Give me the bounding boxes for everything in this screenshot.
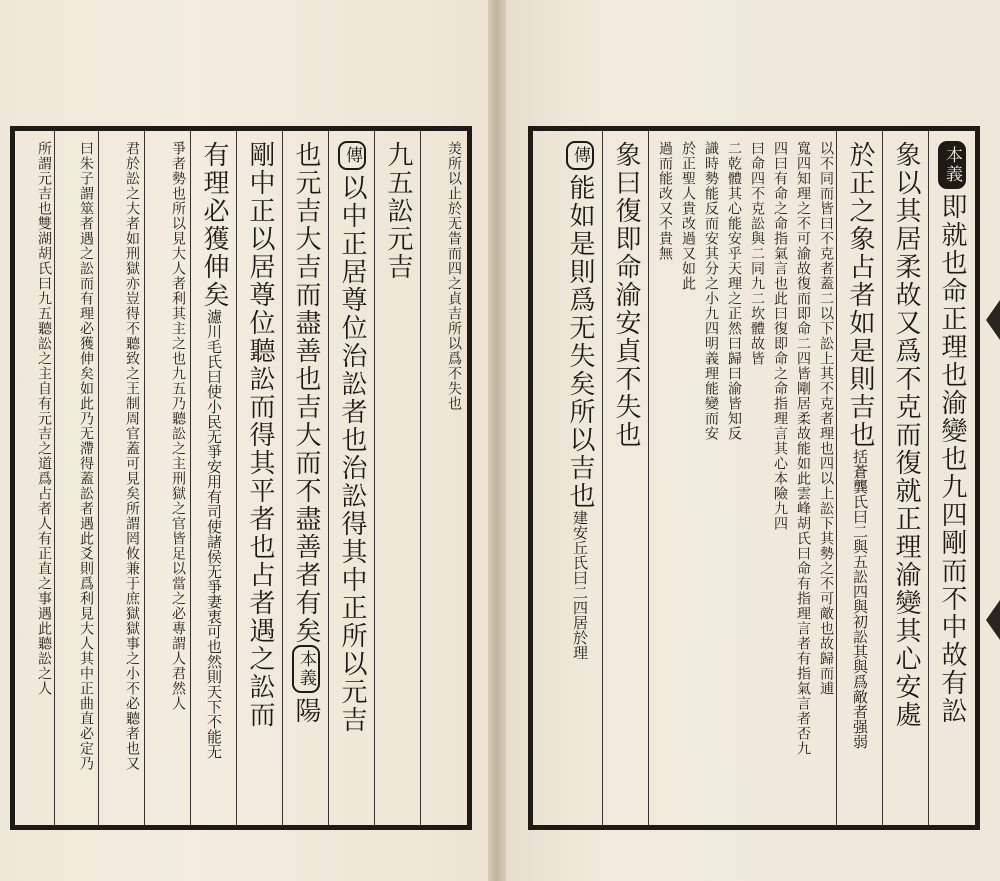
column-rule <box>602 131 603 825</box>
main-text-column <box>605 131 645 825</box>
column-rule <box>328 131 329 825</box>
column-rule <box>374 131 375 825</box>
column-text: 有理必獲伸矣 <box>199 141 229 309</box>
column-text: 二乾體其心能安乎天理之正然曰歸曰渝皆知反 <box>726 141 742 441</box>
commentary-column <box>147 131 187 825</box>
column-rule <box>420 131 421 825</box>
column-rule <box>928 131 929 825</box>
column-rule <box>144 131 145 825</box>
main-text-column <box>885 131 925 825</box>
column-text: 也元吉大吉而盡善也吉大而不盡善者有矣 <box>291 141 321 645</box>
commentary-text: 建安丘氏曰二四居於理 <box>571 510 589 660</box>
main-text-column <box>839 131 879 825</box>
column-text: 象以其居柔故又爲不克而復就正理渝變其心安處 <box>891 141 921 729</box>
benyi-badge: 本義 <box>292 645 320 693</box>
column-rule <box>190 131 191 825</box>
column-text: 曰朱子謂筮者遇之訟而有理必獲伸矣如此乃无滯得蓋訟者遇此爻則爲利見大人其中正曲直必定乃 <box>78 141 94 771</box>
column-text: 於正聖人貴改過又如此 <box>680 141 696 291</box>
column-text: 君於訟之大者如刑獄亦豈得不聽致之王制周官蓋可見矣所謂罔攸兼于庶獄獄事之小不必聽者也又 <box>124 141 140 771</box>
column-text: 象曰復即命渝安貞不失也 <box>611 141 641 449</box>
main-text-column <box>931 131 971 825</box>
column-text: 以中正居尊位治訟者也治訟得其中正所以元吉 <box>337 174 367 734</box>
main-text-column <box>377 131 417 825</box>
zhuan-badge: 傳 <box>338 141 366 170</box>
main-text-column <box>331 131 371 825</box>
commentary-column <box>721 131 743 825</box>
commentary-column <box>813 131 835 825</box>
commentary-column <box>101 131 141 825</box>
column-rule <box>54 131 55 825</box>
column-text: 識時勢能反而安其分之小九四明義理能變而安 <box>703 141 719 441</box>
column-text: 曰命四不克訟與二同九二坎體故皆 <box>749 141 765 366</box>
column-rule <box>882 131 883 825</box>
column-rule <box>282 131 283 825</box>
commentary-column <box>652 131 674 825</box>
column-text: 九五訟元吉 <box>383 141 413 281</box>
zhuan-badge: 傳 <box>566 141 594 170</box>
commentary-text: 濾川毛氏曰使小民无爭安用有司使諸侯无爭妻衷可也然則天下不能无 <box>205 309 223 759</box>
column-rule <box>236 131 237 825</box>
column-rule <box>648 131 649 825</box>
column-text: 剛中正以居尊位聽訟而得其平者也占者遇之訟而 <box>245 141 275 729</box>
commentary-column <box>744 131 766 825</box>
commentary-column <box>423 131 463 825</box>
commentary-column <box>15 131 53 825</box>
column-text: 即就也命正理也渝變也九四剛而不中故有訟 <box>937 193 967 725</box>
main-text-column <box>239 131 279 825</box>
column-text: 四曰有命之命指氣言也此曰復即命之命指理言其心本險九四 <box>772 141 788 531</box>
commentary-column <box>675 131 697 825</box>
commentary-text: 括蒼龔氏曰二與五訟四與初訟其與爲敵者强弱 <box>851 449 869 749</box>
column-text: 羙所以止於无眚而四之貞吉所以爲不失也 <box>446 141 462 411</box>
column-text: 爭者勢也所以見大人者利其主之也九五乃聽訟之主刑獄之官皆足以當之必專謂人君然人 <box>170 141 186 711</box>
benyi-badge: 本義 <box>938 141 966 189</box>
main-text-column <box>559 131 599 825</box>
commentary-column <box>767 131 789 825</box>
commentary-column <box>55 131 95 825</box>
main-text-column <box>285 131 325 825</box>
main-text-column <box>193 131 233 825</box>
left-text-frame <box>10 126 472 830</box>
column-text: 寬四知理之不可渝故復而即命二四皆剛居柔故能如此雲峰胡氏曰命有指理言者有指氣言者否九 <box>795 141 811 756</box>
right-text-frame <box>528 126 980 830</box>
column-rule <box>98 131 99 825</box>
column-rule <box>836 131 837 825</box>
column-text: 所謂元吉也雙湖胡氏曰九五聽訟之主自有元吉之道爲占者人有正直之事遇此聽訟之人 <box>36 141 52 696</box>
column-text: 陽 <box>291 697 321 725</box>
commentary-column <box>790 131 812 825</box>
column-text: 以不同而皆曰不克者蓋二以下訟上其不克者理也四以上訟下其勢之不可敵也故歸而逋 <box>818 141 834 696</box>
book-gutter <box>488 0 506 881</box>
column-text: 能如是則爲无失矣所以吉也 <box>565 174 595 510</box>
column-text: 於正之象占者如是則吉也 <box>845 141 875 449</box>
column-text: 過而能改又不貴無 <box>657 141 673 261</box>
commentary-column <box>698 131 720 825</box>
